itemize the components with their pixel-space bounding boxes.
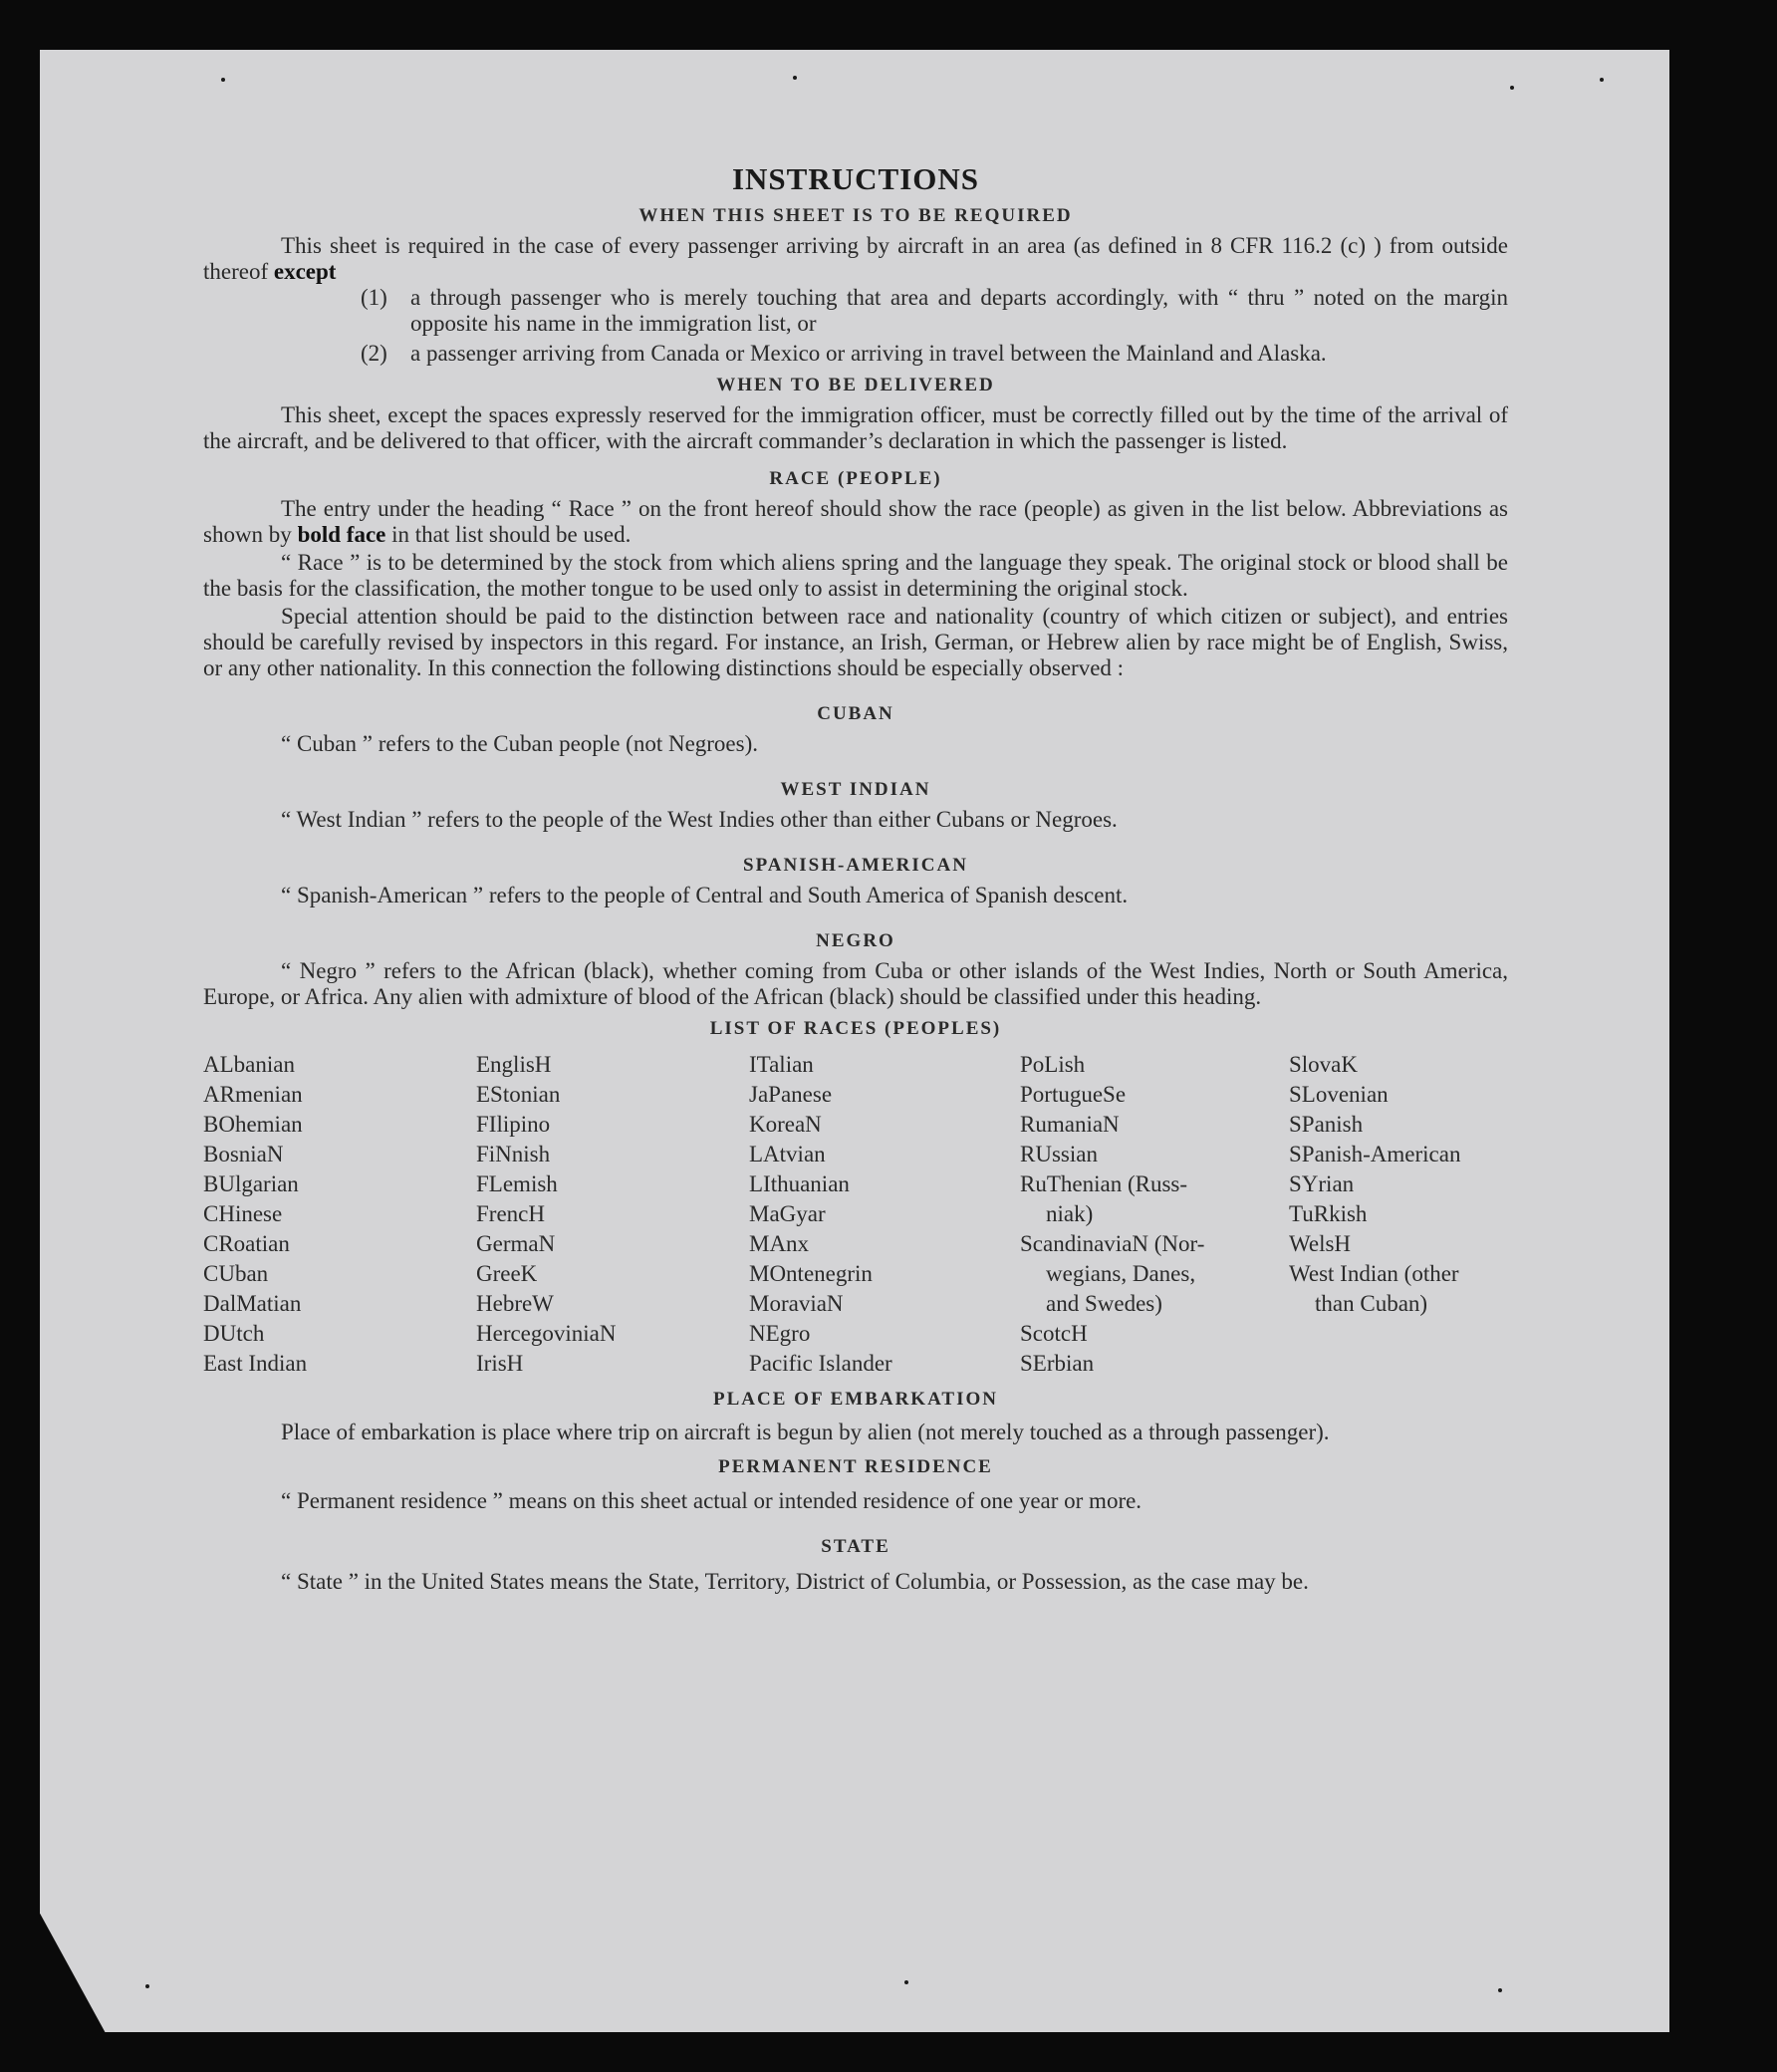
race-entry: PoLish (1020, 1052, 1086, 1077)
race-entry: NEgro (749, 1321, 811, 1346)
race-entry: TuRkish (1289, 1201, 1368, 1226)
item-number: (2) (361, 341, 387, 366)
race-entry: MaGyar (749, 1201, 826, 1226)
paragraph-race-1 (203, 496, 1508, 548)
heading-cuban: CUBAN (817, 703, 894, 724)
heading-spanish-american: SPANISH-AMERICAN (743, 855, 968, 876)
list-item (361, 341, 1508, 367)
races-list (203, 1050, 1508, 1379)
heading-negro: NEGRO (816, 930, 895, 951)
race-entry: SYrian (1289, 1171, 1355, 1196)
paragraph-when-required (203, 233, 1508, 285)
page-title: INSTRUCTIONS (731, 161, 979, 196)
race-entry-continued: wegians, Danes, (1046, 1261, 1196, 1286)
paragraph-race-3: Special attention should be paid to the distinction between race and nationality (country of which citizen or subject), and entries should be carefully revised by inspectors in this regard. For instance, an Irish, German, or Hebrew alien by race might be of English, Swiss, or any other nationality. In this connection the following distinctions should be especially observed : (203, 604, 1508, 680)
race-entry: RuThenian (Russ- (1020, 1171, 1188, 1196)
item-text: a through passenger who is merely touching that area and departs accordingly, with “ thru ” noted on the margin opposite his name in the immigration list, or (410, 285, 1508, 336)
race-entry: SlovaK (1289, 1052, 1358, 1077)
paragraph-when-delivered: This sheet, except the spaces expressly reserved for the immigration officer, must be correctly filled out by the time of the arrival of the aircraft, and be delivered to that officer, with the aircraft commander’s declaration in which the passenger is listed. (203, 402, 1508, 453)
speck (1600, 78, 1604, 82)
speck (904, 1980, 908, 1984)
race-entry: JaPanese (749, 1082, 833, 1107)
bold-text: bold face (297, 522, 386, 547)
race-entry: GreeK (476, 1261, 538, 1286)
race-entry: GermaN (476, 1231, 556, 1256)
heading-race: RACE (PEOPLE) (769, 468, 942, 489)
race-entry: HercegoviniaN (476, 1321, 617, 1346)
race-entry: RUssian (1020, 1142, 1098, 1166)
heading-embarkation: PLACE OF EMBARKATION (713, 1389, 998, 1410)
document-content (203, 110, 1508, 1598)
race-entry: MOntenegrin (749, 1261, 873, 1286)
race-entry: FiNnish (476, 1142, 551, 1166)
heading-list-of-races: LIST OF RACES (PEOPLES) (709, 1018, 1002, 1039)
races-column-1 (203, 1050, 476, 1379)
race-entry: SPanish-American (1289, 1142, 1461, 1166)
heading-when-delivered: WHEN TO BE DELIVERED (716, 375, 995, 395)
heading-permanent-residence: PERMANENT RESIDENCE (718, 1456, 993, 1477)
text: in that list should be used. (385, 522, 632, 547)
race-entry: BUlgarian (203, 1171, 299, 1196)
race-entry: BOhemian (203, 1112, 303, 1137)
bold-text: except (273, 259, 337, 284)
item-text: a passenger arriving from Canada or Mexico or arriving in travel between the Mainland and Alaska. (410, 341, 1327, 366)
speck (221, 78, 225, 82)
speck (145, 1984, 149, 1988)
race-entry: IrisH (476, 1351, 524, 1376)
race-entry: FLemish (476, 1171, 558, 1196)
heading-state: STATE (821, 1536, 890, 1557)
paragraph-cuban: “ Cuban ” refers to the Cuban people (not Negroes). (281, 731, 759, 756)
paragraph-permanent-residence: “ Permanent residence ” means on this sheet actual or intended residence of one year or more. (281, 1488, 1142, 1513)
race-entry: SLovenian (1289, 1082, 1389, 1107)
race-entry: CHinese (203, 1201, 283, 1226)
heading-when-required: WHEN THIS SHEET IS TO BE REQUIRED (638, 205, 1073, 226)
races-column-2 (476, 1050, 749, 1379)
race-entry: East Indian (203, 1351, 308, 1376)
paragraph-embarkation: Place of embarkation is place where trip on aircraft is begun by alien (not merely touched as a through passenger). (281, 1420, 1330, 1444)
races-column-4 (1020, 1050, 1289, 1379)
race-entry: SPanish (1289, 1112, 1364, 1137)
race-entry-continued: and Swedes) (1046, 1291, 1162, 1316)
race-entry: CUban (203, 1261, 269, 1286)
race-entry-continued: than Cuban) (1315, 1291, 1428, 1316)
race-entry: MoraviaN (749, 1291, 844, 1316)
race-entry: ALbanian (203, 1052, 295, 1077)
list-item (361, 285, 1508, 337)
race-entry: Pacific Islander (749, 1351, 892, 1376)
race-entry: PortugueSe (1020, 1082, 1127, 1107)
race-entry: DUtch (203, 1321, 265, 1346)
race-entry: RumaniaN (1020, 1112, 1120, 1137)
race-entry-continued: niak) (1046, 1201, 1094, 1226)
paragraph-spanish-american: “ Spanish-American ” refers to the people of Central and South America of Spanish descent. (281, 883, 1129, 907)
races-column-3 (749, 1050, 1020, 1379)
race-entry: LAtvian (749, 1142, 826, 1166)
race-entry: ScotcH (1020, 1321, 1088, 1346)
race-entry: BosniaN (203, 1142, 284, 1166)
race-entry: ScandinaviaN (Nor- (1020, 1231, 1205, 1256)
speck (793, 76, 797, 80)
race-entry: West Indian (other (1289, 1261, 1459, 1286)
speck (1510, 86, 1514, 90)
race-entry: ITalian (749, 1052, 814, 1077)
speck (1498, 1988, 1502, 1992)
race-entry: EStonian (476, 1082, 561, 1107)
race-entry: KoreaN (749, 1112, 822, 1137)
paragraph-race-2: “ Race ” is to be determined by the stock from which aliens spring and the language they speak. The original stock or blood shall be the basis for the classification, the mother tongue to be used only to assist in determining the original stock. (203, 550, 1508, 601)
race-entry: CRoatian (203, 1231, 290, 1256)
race-entry: ARmenian (203, 1082, 303, 1107)
race-entry: FrencH (476, 1201, 545, 1226)
text: This sheet is required in the case of every passenger arriving by aircraft in an area (as defined in 8 CFR 116.2 (c) ) from outside thereof (203, 233, 1508, 284)
race-entry: EnglisH (476, 1052, 552, 1077)
heading-west-indian: WEST INDIAN (780, 779, 931, 800)
race-entry: MAnx (749, 1231, 810, 1256)
paragraph-west-indian: “ West Indian ” refers to the people of the West Indies other than either Cubans or Negroes. (281, 807, 1118, 832)
race-entry: WelsH (1289, 1231, 1352, 1256)
race-entry: LIthuanian (749, 1171, 850, 1196)
race-entry: HebreW (476, 1291, 554, 1316)
race-entry: DalMatian (203, 1291, 302, 1316)
races-column-5 (1289, 1050, 1508, 1379)
race-entry: FIlipino (476, 1112, 551, 1137)
paragraph-negro: “ Negro ” refers to the African (black), whether coming from Cuba or other islands of the West Indies, North or South America, Europe, or Africa. Any alien with admixture of blood of the African (black) should be classified under this heading. (203, 958, 1508, 1009)
item-number: (1) (361, 285, 387, 310)
text: The entry under the heading “ Race ” on the front hereof should show the race (people) as given in the list below. Abbreviations as shown by (203, 496, 1508, 547)
paragraph-state: “ State ” in the United States means the State, Territory, District of Columbia, or Possession, as the case may be. (281, 1569, 1309, 1594)
race-entry: SErbian (1020, 1351, 1095, 1376)
